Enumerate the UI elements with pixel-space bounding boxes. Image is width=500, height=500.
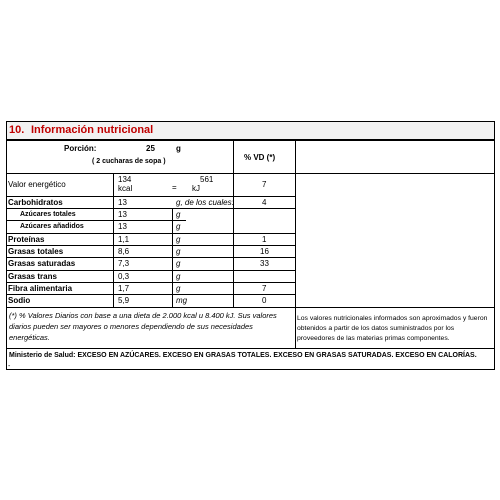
nutrient-vd: 1: [262, 235, 267, 244]
nutrient-value: 13: [118, 210, 127, 219]
approximate-values-note: Los valores nutricionales informados son aproximados y fueron obtenidos a partir de los datos suministrados por los proveedores de las materias primas componentes.: [297, 315, 488, 342]
energy-kj-unit: kJ: [192, 184, 200, 193]
energy-kcal-unit: kcal: [118, 184, 133, 193]
nutrient-value: 7,3: [118, 259, 130, 268]
serving-amount: 25: [146, 144, 155, 153]
energy-label: Valor energético: [8, 180, 66, 189]
nutrient-vd: 7: [262, 284, 267, 293]
trailing-mark: -: [8, 363, 11, 370]
nutrient-unit: g: [176, 284, 181, 293]
nutrient-unit: mg: [176, 296, 188, 305]
energy-vd: 7: [262, 180, 267, 189]
nutrient-value: 13: [118, 222, 127, 231]
daily-value-footnote: (*) % Valores Diarios con base a una dieta de 2.000 kcal u 8.400 kJ. Sus valores diarios pueden ser mayores o menores dependiendo de sus necesidades energéticas.: [9, 311, 277, 342]
nutrient-vd: 33: [260, 259, 269, 268]
nutrient-unit: g: [176, 272, 181, 281]
nutrient-label: Sodio: [8, 296, 31, 305]
energy-equals: =: [172, 183, 177, 192]
section-title: Información nutricional: [31, 124, 154, 136]
section-number: 10.: [9, 124, 25, 136]
nutrient-vd: 0: [262, 296, 267, 305]
nutrient-value: 5,9: [118, 296, 130, 305]
nutrient-vd: 4: [262, 198, 267, 207]
nutrient-unit: g: [176, 259, 181, 268]
nutrient-label: Azúcares añadidos: [20, 223, 84, 230]
nutrient-vd: 16: [260, 247, 269, 256]
nutrient-label: Grasas totales: [8, 247, 64, 256]
nutrient-value: 1,7: [118, 284, 130, 293]
nutrient-value: 13: [118, 198, 127, 207]
nutrient-unit: g: [176, 247, 181, 256]
nutrient-unit: g: [176, 210, 181, 219]
nutrient-label: Grasas saturadas: [8, 259, 76, 268]
nutrient-value: 1,1: [118, 235, 130, 244]
nutrient-value: 0,3: [118, 272, 130, 281]
serving-unit: g: [176, 144, 181, 153]
serving-label: Porción:: [64, 144, 97, 153]
nutrient-unit: g, de los cuales:: [176, 198, 234, 207]
energy-kj-value: 561: [200, 175, 214, 184]
energy-kcal-value: 134: [118, 175, 132, 184]
vd-header: % VD (*): [244, 153, 276, 162]
nutrient-value: 8,6: [118, 247, 130, 256]
nutrient-unit: g: [176, 235, 181, 244]
nutrient-label: Fibra alimentaria: [8, 284, 73, 293]
nutrient-unit: g: [176, 222, 181, 231]
nutrient-label: Grasas trans: [8, 272, 57, 281]
nutrient-label: Carbohidratos: [8, 198, 63, 207]
nutrient-label: Proteínas: [8, 235, 45, 244]
health-warning: Ministerio de Salud: EXCESO EN AZÚCARES. EXCESO EN GRASAS TOTALES. EXCESO EN GRASAS SATURADAS. EXCESO EN CALORÍAS.: [9, 352, 477, 359]
serving-household: ( 2 cucharas de sopa ): [92, 158, 166, 165]
nutrient-label: Azúcares totales: [20, 211, 76, 218]
